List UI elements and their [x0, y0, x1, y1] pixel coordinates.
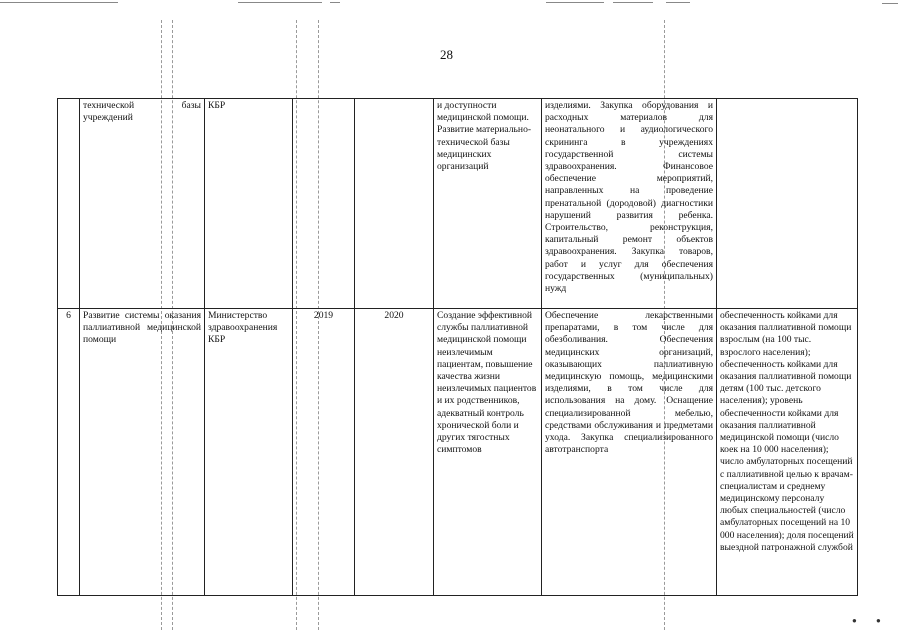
cell-executor: Министерство здравоохранения КБР	[205, 309, 293, 596]
cell-end-year	[355, 99, 434, 309]
cell-indicators: обеспеченность койками для оказания паллиативной помощи взрослым (на 100 тыс. взрослого населения); обеспеченность койками для оказания паллиативной помощи детям (100 тыс. детского населения); уровень обеспеченности койками для оказания паллиативной медицинской помощи (число коек на 10 000 населения); число амбулаторных посещений с паллиативной целью к врачам-специалистам и среднему медицинскому персоналу любых специальностей (число амбулаторных посещений на 10 000 населения); доля посещений выездной патронажной службой	[717, 309, 858, 596]
page-number: 28	[440, 47, 453, 62]
scan-speck: ●	[852, 616, 857, 625]
cell-name: Развитие системы оказания паллиативной медицинской помощи	[80, 309, 205, 596]
cell-goal: Создание эффективной службы паллиативной медицинской помощи неизлечимым пациентам, повышение качества жизни неизлечимых пациентов и их родственников, адекватный контроль хронической боли и других тягостных симптомов	[434, 309, 542, 596]
scan-speck: ●	[876, 616, 881, 625]
cell-indicators	[717, 99, 858, 309]
cell-num	[58, 99, 80, 309]
cell-goal: и доступности медицинской помощи. Развитие материально-технической базы медицинских организаций	[434, 99, 542, 309]
cell-start-year	[293, 99, 355, 309]
cell-end-year: 2020	[355, 309, 434, 596]
cell-num: 6	[58, 309, 80, 596]
table-row	[58, 99, 858, 309]
program-table	[57, 98, 858, 596]
table-row	[58, 309, 858, 596]
cell-measures: Обеспечение лекарственными препаратами, в том числе для обезболивания. Обеспечения медицинских организаций, оказывающих паллиативную медицинскую помощь, медицинскими изделиями, в том числе для использования на дому. Оснащение специализированной мебелью, средствами обслуживания и предметами ухода. Закупка специализированного автотранспорта	[542, 309, 717, 596]
cell-executor: КБР	[205, 99, 293, 309]
cell-start-year: 2019	[293, 309, 355, 596]
cell-measures: изделиями. Закупка оборудования и расходных материалов для неонатального и аудиологического скрининга в учреждениях государственной системы здравоохранения. Финансовое обеспечение мероприятий, направленных на проведение пренатальной (дородовой) диагностики нарушений развития ребенка. Строительство, реконструкция, капитальный ремонт объектов здравоохранения. Закупка товаров, работ и услуг для обеспечения государственных (муниципальных) нужд	[542, 99, 717, 309]
cell-name: технической базы учреждений	[80, 99, 205, 309]
